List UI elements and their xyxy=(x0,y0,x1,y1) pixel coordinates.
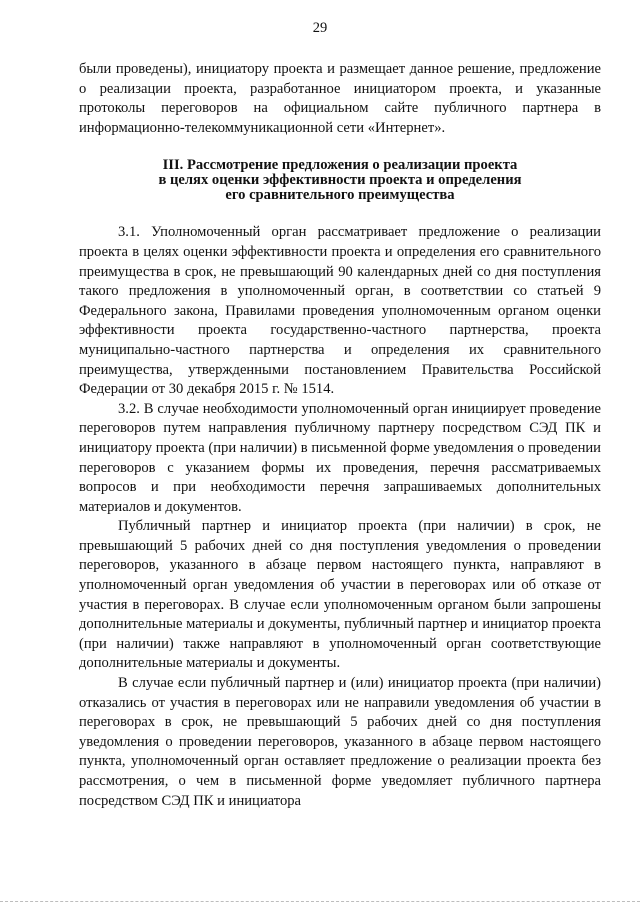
section-heading xyxy=(79,158,601,203)
paragraph-3-1: 3.1. Уполномоченный орган рассматривает предложение о реализации проекта в целях оценки эффективности проекта и определения его сравнительного преимущества в срок, не превышающий 90 календарных дней со дня поступления такого предложения в уполномоченный орган, в соответствии со статьей 9 Федерального закона, Правилами проведения уполномоченным органом оценки эффективности проекта государственно-частного партнерства, проекта муниципально-частного партнерства и определения их сравнительного преимущества, утвержденными постановлением Правительства Российской Федерации от 30 декабря 2015 г. № 1514. xyxy=(79,224,601,398)
page-number: 29 xyxy=(312,20,328,36)
section-heading-line: III. Рассмотрение предложения о реализации проекта xyxy=(162,157,518,174)
page-bottom-edge xyxy=(0,901,640,902)
paragraph-public-partner: Публичный партнер и инициатор проекта (при наличии) в срок, не превышающий 5 рабочих дней со дня поступления уведомления о проведении переговоров, указанного в абзаце первом настоящего пункта, направляют в уполномоченный орган уведомления об участии в переговорах или об отказе от участия в переговорах. В случае если уполномоченным органом были запрошены дополнительные материалы и документы, публичный партнер и инициатор проекта (при наличии) также направляют в уполномоченный орган соответствующие дополнительные материалы и документы. xyxy=(79,518,601,672)
paragraph-refusal: В случае если публичный партнер и (или) инициатор проекта (при наличии) отказались от участия в переговорах или не направили уведомления об участии в переговорах в срок, не превышающий 5 рабочих дней со дня поступления уведомления о проведении переговоров, указанного в абзаце первом настоящего пункта, уполномоченный орган оставляет предложение о реализации проекта без рассмотрения, о чем в письменной форме уведомляет публичного партнера посредством СЭД ПК и инициатора xyxy=(79,675,601,809)
paragraph-3-2: 3.2. В случае необходимости уполномоченный орган инициирует проведение переговоров путем направления публичному партнеру посредством СЭД ПК и инициатору проекта (при наличии) в письменной форме уведомления о проведении переговоров с указанием формы их проведения, перечня рассматриваемых вопросов и при необходимости перечня запрашиваемых дополнительных материалов и документов. xyxy=(79,400,601,515)
document-body xyxy=(79,60,601,811)
section-heading-line: в целях оценки эффективности проекта и определения xyxy=(158,172,522,189)
paragraph-continuation: были проведены), инициатору проекта и размещает данное решение, предложение о реализации проекта, разработанное инициатором проекта, и указанные протоколы переговоров на официальном сайте публичного партнера в информационно-телекоммуникационной сети «Интернет». xyxy=(79,61,601,136)
section-heading-line: его сравнительного преимущества xyxy=(225,187,455,204)
